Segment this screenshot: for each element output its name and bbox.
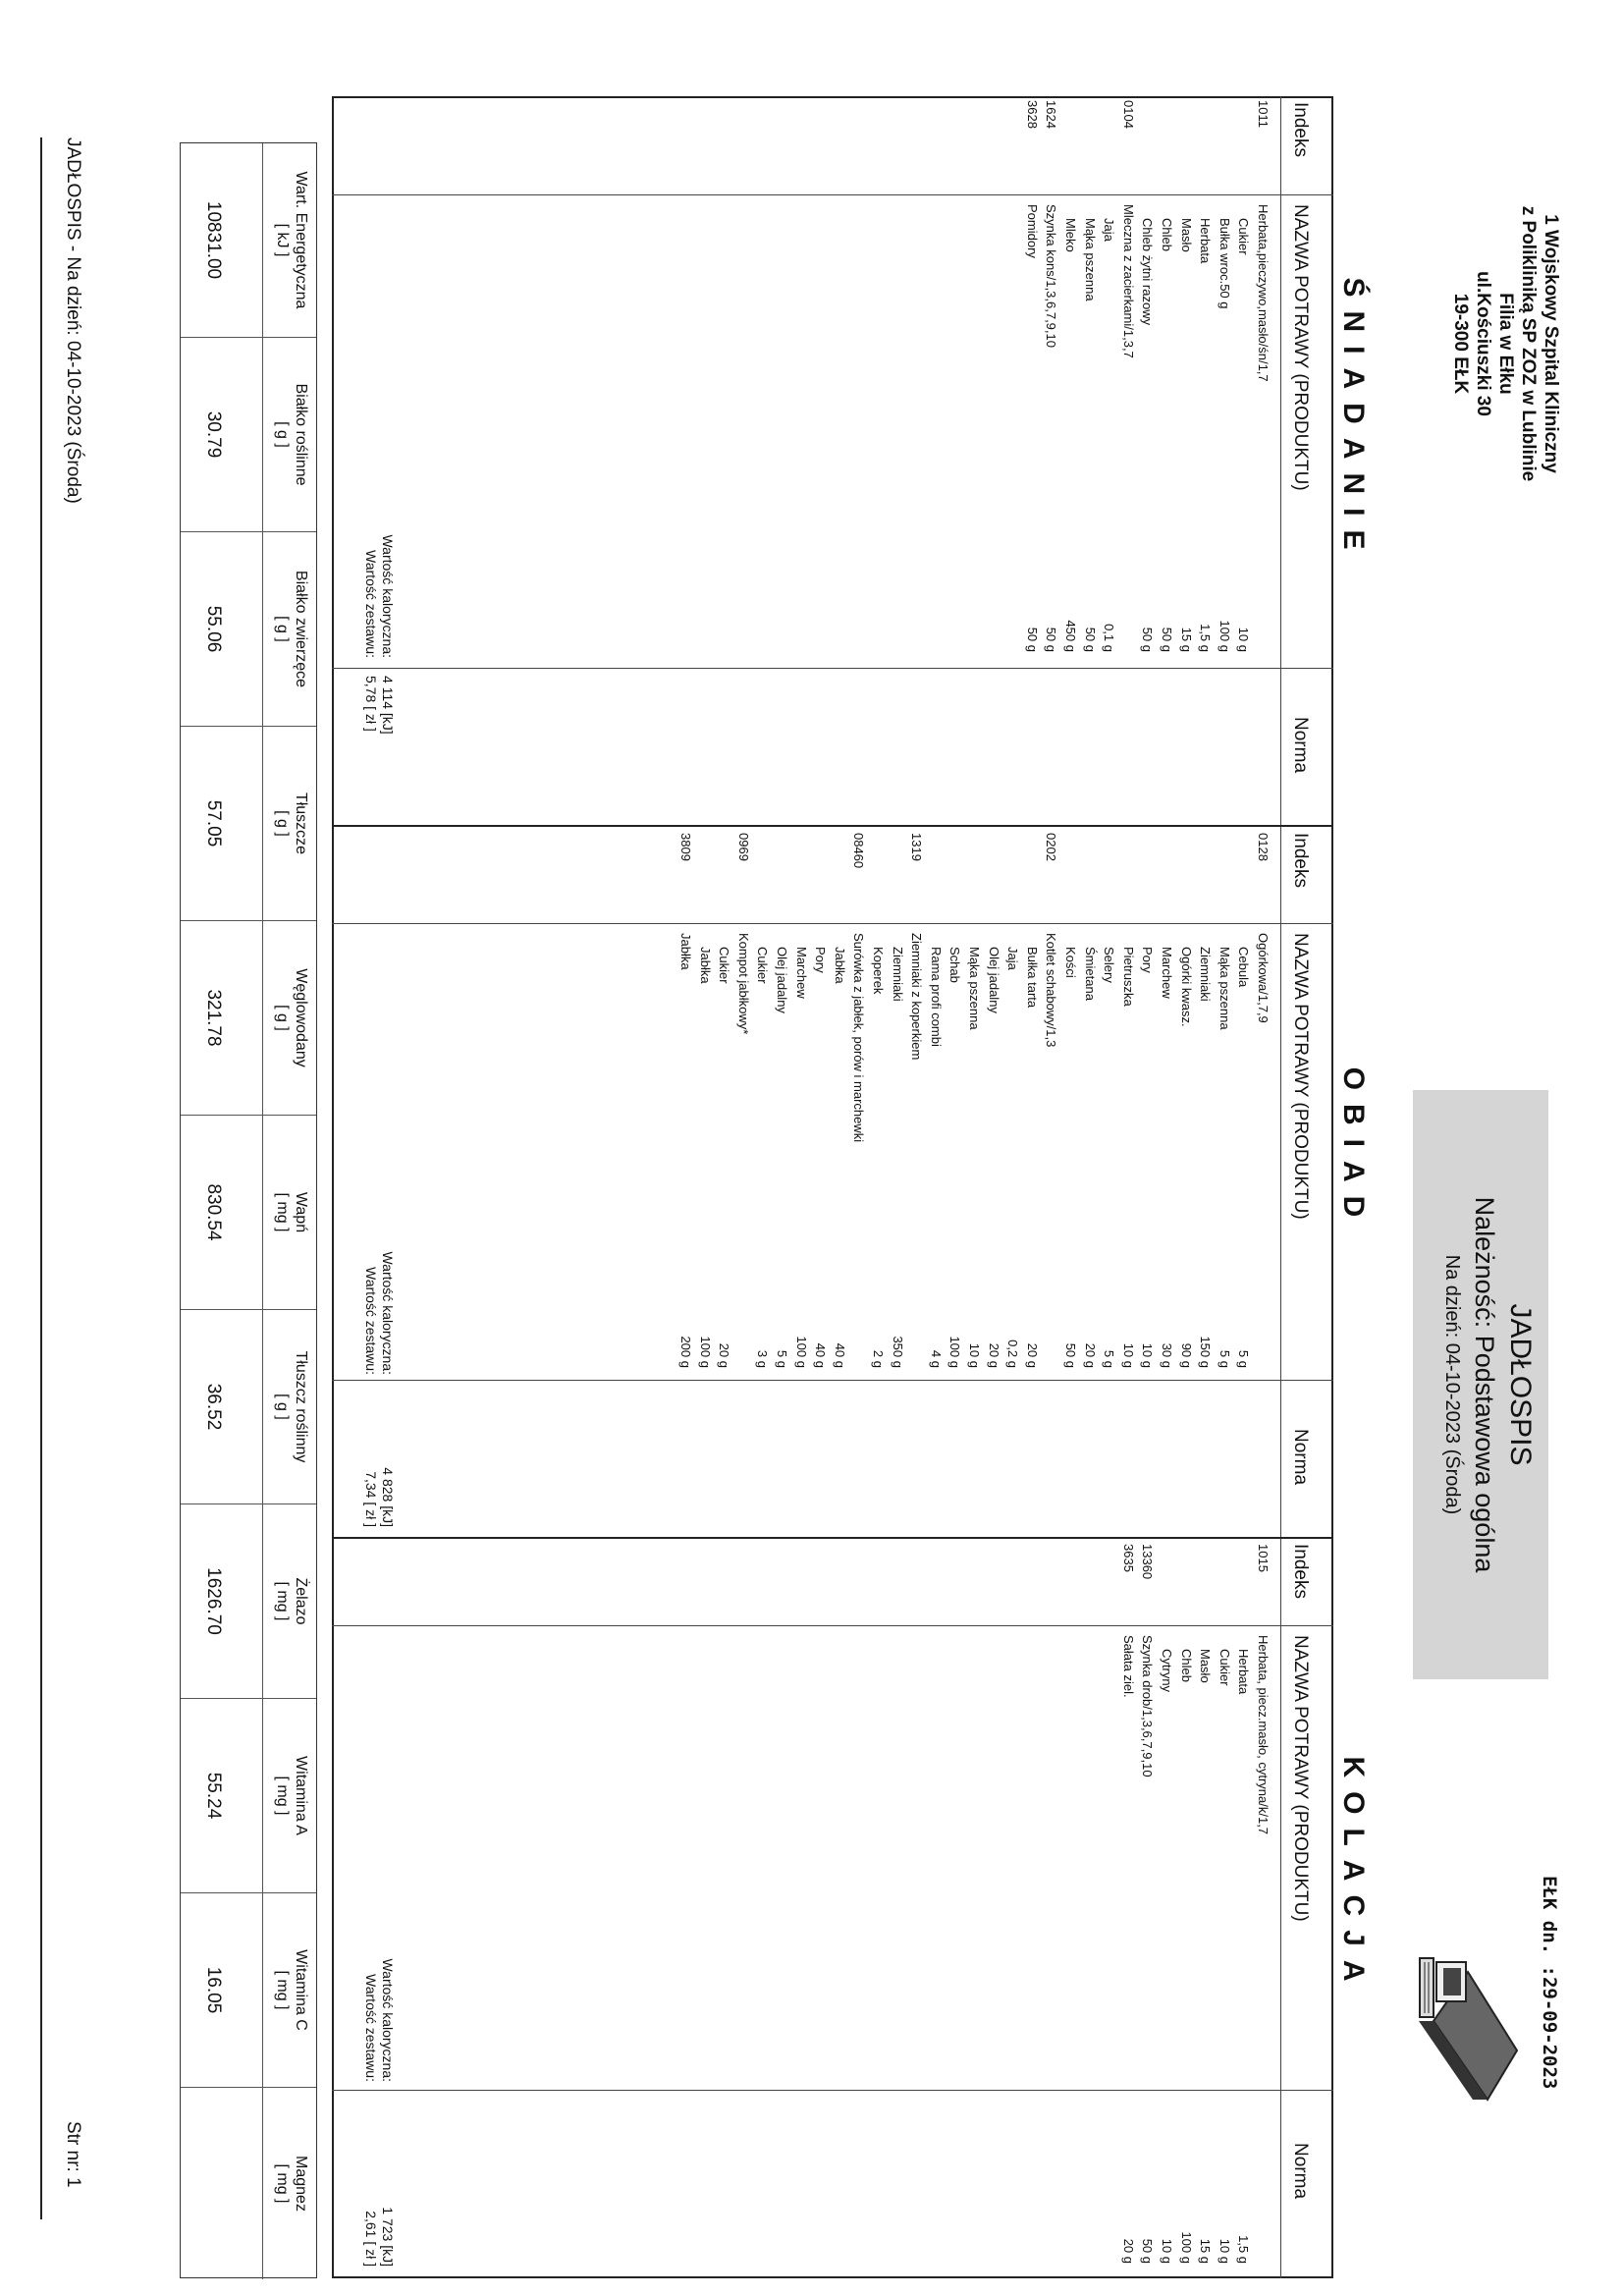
ingredient-name: Ziemniaki [1198, 947, 1214, 1002]
row-index: 0202 [1044, 833, 1059, 861]
kcal-value: 1 723 [kJ] [380, 2207, 396, 2267]
row-norm: 3 g [755, 1349, 771, 1368]
ingredient-name: Cukier [1217, 1649, 1232, 1686]
ingredient-name: Koperek [871, 947, 886, 995]
cell-divider [262, 1310, 263, 1503]
dish-name: Sałata ziel. [1120, 1635, 1136, 1698]
lunch-name-header: NAZWA POTRAWY (PRODUKTU) [1290, 933, 1311, 1220]
ingredient-name: Masło [1198, 1649, 1214, 1683]
ingredient-name: Cukier [1236, 218, 1252, 255]
nutrient-label: Węglowodany [293, 968, 309, 1067]
dish-name: Herbata,pieczywo,masło/śn/1,7 [1256, 204, 1271, 382]
nutrient-label: Witamina C [293, 1949, 309, 2031]
nutrition-cell [181, 338, 316, 532]
dish-name: Mleczna z zacierkami/1,3,7 [1120, 204, 1136, 358]
ingredient-name: Rama profi combi [928, 947, 944, 1047]
row-norm: 50 g [1044, 627, 1059, 652]
nutrient-value: 57.05 [203, 799, 224, 847]
nutrient-value: 321.78 [203, 989, 224, 1047]
ingredient-name: Pietruszka [1120, 947, 1136, 1007]
row-index: 3628 [1024, 100, 1040, 129]
nutrient-unit: [ g ] [274, 421, 291, 448]
row-norm: 100 g [793, 1336, 809, 1368]
ingredient-name: Herbata [1236, 1649, 1252, 1695]
institution-line: 19-300 EŁK [1450, 293, 1471, 395]
dinner-summary-values [362, 2090, 396, 2267]
row-norm: 20 g [1024, 1342, 1040, 1368]
kcal-value: 4 114 [kJ] [380, 676, 396, 735]
kcal-label: Wartość kaloryczna: [380, 534, 396, 658]
column-divider [332, 668, 1333, 669]
institution-line: ul.Kościuszki 30 [1473, 271, 1493, 416]
nutrient-value: 10831.00 [203, 200, 224, 280]
computer-logo-icon [1409, 1952, 1527, 2109]
breakfast-name-header: NAZWA POTRAWY (PRODUKTU) [1290, 204, 1311, 491]
nutrient-label: Wapń [293, 1191, 309, 1233]
column-divider [332, 194, 1333, 195]
row-index: 3635 [1120, 1544, 1136, 1572]
row-norm: 10 g [1140, 1342, 1156, 1368]
kcal-value: 4 828 [kJ] [380, 1467, 396, 1527]
nutrient-label: Witamina A [293, 1756, 309, 1835]
breakfast-summary-labels [362, 324, 396, 658]
nutrition-cell [181, 921, 316, 1116]
ingredient-name: Selery [1102, 947, 1117, 983]
nutrition-table [180, 142, 317, 2278]
row-norm: 10 g [967, 1342, 982, 1368]
cost-label: Wartość zestawu: [363, 550, 379, 658]
ingredient-name: Mąka pszenna [967, 947, 982, 1030]
row-index: 1015 [1256, 1544, 1271, 1572]
nutrition-cell [181, 2088, 316, 2279]
dish-name: Ogórkowa/1,7,9 [1256, 933, 1271, 1023]
ingredient-name: Chleb żytni razowy [1140, 218, 1156, 326]
row-norm: 20 g [1120, 2238, 1136, 2264]
nutrient-value: 1626.70 [203, 1567, 224, 1635]
nutrient-unit: [ g ] [274, 1394, 291, 1420]
dish-name: Kotlet schabowy/1,3 [1044, 933, 1059, 1048]
nutrient-unit: [ g ] [274, 1005, 291, 1031]
nutrition-cell [181, 1699, 316, 1893]
row-norm: 50 g [1160, 627, 1174, 652]
nutrition-cell [181, 1116, 316, 1310]
dish-name: Ziemniaki z koperkiem [909, 933, 925, 1061]
ingredient-name: Mąka pszenna [1217, 947, 1232, 1030]
row-norm: 100 g [1217, 620, 1232, 652]
nutrient-unit: [ mg ] [274, 1581, 291, 1621]
cost-label: Wartość zestawu: [363, 1974, 379, 2082]
nutrient-value: 55.24 [203, 1772, 224, 1820]
row-norm: 4 g [928, 1349, 944, 1368]
nutrient-label: Magnez [293, 2156, 309, 2212]
row-norm: 50 g [1063, 1342, 1078, 1368]
ingredient-name: Cukier [755, 947, 771, 984]
cost-value: 7,34 [ zł ] [363, 1471, 379, 1527]
row-norm: 10 g [1120, 1342, 1136, 1368]
row-index: 0128 [1256, 833, 1271, 861]
dinner-name-header: NAZWA POTRAWY (PRODUKTU) [1290, 1635, 1311, 1922]
nutrition-cell [181, 727, 316, 921]
nutrient-label: Białko zwierzęce [293, 570, 309, 688]
ingredient-name: Chleb [1178, 1649, 1194, 1682]
ingredient-name: Jaja [1102, 218, 1117, 242]
dinner-norm-header: Norma [1290, 2143, 1311, 2200]
row-index: 13360 [1140, 1544, 1156, 1580]
dinner-index-header: Indeks [1290, 1544, 1311, 1599]
row-index: 0104 [1120, 100, 1136, 129]
nutrient-value: 55.06 [203, 605, 224, 653]
ingredient-name: Cytryny [1160, 1649, 1174, 1693]
institution-line: z Polikliniką SP ZOZ w Lublinie [1518, 205, 1539, 482]
row-norm: 15 g [1198, 2238, 1214, 2264]
nutrient-value: 30.79 [203, 410, 224, 459]
breakfast-summary-values [362, 668, 396, 793]
row-norm: 20 g [717, 1342, 732, 1368]
nutrient-unit: [ mg ] [274, 1192, 291, 1232]
ingredient-name: Kości [1063, 947, 1078, 978]
nutrient-unit: [ g ] [274, 616, 291, 642]
row-norm: 350 g [890, 1336, 905, 1368]
dinner-summary-labels [362, 1748, 396, 2082]
nutrition-cell [181, 143, 316, 338]
row-norm: 20 g [986, 1342, 1001, 1368]
ingredient-name: Pory [1140, 947, 1156, 973]
lunch-index-header: Indeks [1290, 833, 1311, 888]
row-norm: 200 g [678, 1336, 693, 1368]
header-row-divider [1280, 96, 1281, 2278]
row-norm: 90 g [1178, 1342, 1194, 1368]
nutrient-value: 36.52 [203, 1383, 224, 1431]
ingredient-name: Chleb [1160, 218, 1174, 251]
title-box [1413, 1090, 1548, 1679]
row-norm: 15 g [1178, 627, 1194, 652]
row-norm: 1,5 g [1236, 2235, 1252, 2264]
institution-header [1449, 137, 1562, 550]
cell-divider [262, 532, 263, 726]
dish-name: Herbata, piecz.masło, cytryna/k/1,7 [1256, 1635, 1271, 1835]
row-norm: 50 g [1082, 627, 1098, 652]
ingredient-name: Bułka wroc.50 g [1217, 218, 1232, 309]
row-norm: 5 g [1102, 1349, 1117, 1368]
document-title: JADŁOSPIS [1504, 1303, 1537, 1466]
row-norm: 0,2 g [1005, 1339, 1021, 1368]
nutrient-label: Tłuszcz roślinny [293, 1350, 309, 1463]
column-divider [332, 1625, 1333, 1626]
row-norm: 100 g [947, 1336, 963, 1368]
dish-name: Kompot jabłkowy* [735, 933, 751, 1035]
section-divider [332, 1537, 1333, 1539]
footer-left: JADŁOSPIS - Na dzień: 04-10-2023 (Środa) [63, 137, 83, 504]
lunch-summary-values [362, 1380, 396, 1527]
nutrient-unit: [ mg ] [274, 1776, 291, 1816]
nutrient-unit: [ kJ ] [274, 223, 291, 257]
dish-name: Szynka drob/1,3,6,7,9,10 [1140, 1635, 1156, 1777]
row-norm: 40 g [813, 1342, 829, 1368]
ingredient-name: Jabłka [697, 947, 713, 984]
breakfast-index-header: Indeks [1290, 102, 1311, 157]
nutrient-unit: [ mg ] [274, 2163, 291, 2204]
institution-line: 1 Wojskowy Szpital Kliniczny [1541, 214, 1561, 473]
dish-name: Pomidory [1024, 204, 1040, 258]
row-norm: 450 g [1063, 620, 1078, 652]
ingredient-name: Masło [1178, 218, 1194, 252]
row-norm: 150 g [1198, 1336, 1214, 1368]
row-norm: 1,5 g [1198, 624, 1214, 652]
cell-divider [262, 727, 263, 920]
ingredient-name: Śmietana [1082, 947, 1098, 1001]
row-norm: 50 g [1140, 2238, 1156, 2264]
cell-divider [262, 338, 263, 531]
nutrient-label: Białko roślinne [293, 383, 309, 486]
column-divider [332, 2090, 1333, 2091]
nutrient-label: Tłuszcze [293, 792, 309, 855]
row-norm: 10 g [1160, 2238, 1174, 2264]
lunch-norm-header: Norma [1290, 1429, 1311, 1486]
column-divider [332, 1380, 1333, 1381]
row-norm: 50 g [1140, 627, 1156, 652]
ingredient-name: Cukier [717, 947, 732, 984]
row-index: 3809 [678, 833, 693, 861]
row-norm: 0,1 g [1102, 624, 1117, 652]
dish-name: Surówka z jabłek, porów i marchewki [851, 933, 867, 1143]
cell-divider [262, 1116, 263, 1309]
row-index: 0969 [735, 833, 751, 861]
cell-divider [262, 1893, 263, 2087]
ingredient-name: Pory [813, 947, 829, 973]
menu-table-frame [332, 96, 1333, 2278]
document-date: Na dzień: 04-10-2023 (Środa) [1441, 1254, 1463, 1515]
kcal-label: Wartość kaloryczna: [380, 1251, 396, 1375]
nutrition-cell [181, 532, 316, 727]
dish-name: Szynka kons/1,3,6,7,9,10 [1044, 204, 1059, 348]
nutrient-unit: [ mg ] [274, 1970, 291, 2010]
kcal-label: Wartość kaloryczna: [380, 1958, 396, 2082]
dish-name: Jabłka [678, 933, 693, 970]
ingredient-name: Jaja [1005, 947, 1021, 970]
ingredient-name: Ziemniaki [890, 947, 905, 1002]
nutrition-cell [181, 1893, 316, 2088]
nutrient-label: Wart. Energetyczna [293, 171, 309, 309]
row-norm: 10 g [1217, 2238, 1232, 2264]
institution-line: Filia w Ełku [1495, 293, 1516, 395]
nutrition-cell [181, 1310, 316, 1504]
page-number: Str nr: 1 [63, 2121, 83, 2188]
breakfast-title: ŚNIADANIE [1337, 277, 1370, 564]
row-norm: 5 g [1217, 1349, 1232, 1368]
nutrient-unit: [ g ] [274, 810, 291, 837]
cell-divider [262, 2088, 263, 2279]
place-date: EŁK dn. :29-09-2023 [1539, 1876, 1560, 2090]
nutrient-value: 16.05 [203, 1966, 224, 2014]
nutrient-label: Żelazo [293, 1577, 309, 1625]
ingredient-name: Jabłka [832, 947, 847, 984]
row-norm: 2 g [871, 1349, 886, 1368]
cost-value: 2,61 [ zł ] [363, 2211, 379, 2267]
ingredient-name: Herbata [1198, 218, 1214, 264]
ingredient-name: Marchew [793, 947, 809, 999]
dinner-title: KOLACJA [1337, 1756, 1370, 1995]
cell-divider [262, 143, 263, 337]
row-norm: 100 g [697, 1336, 713, 1368]
ingredient-name: Mąka pszenna [1082, 218, 1098, 301]
cell-divider [262, 1504, 263, 1698]
row-norm: 10 g [1236, 627, 1252, 652]
lunch-title: OBIAD [1337, 1066, 1370, 1231]
row-index: 08460 [851, 833, 867, 869]
lunch-summary-labels [362, 1041, 396, 1375]
ingredient-name: Cebula [1236, 947, 1252, 988]
row-norm: 5 g [1236, 1349, 1252, 1368]
ingredient-name: Schab [947, 947, 963, 983]
footer-rule [40, 137, 42, 2219]
cell-divider [262, 1699, 263, 1892]
ingredient-name: Mleko [1063, 218, 1078, 252]
ingredient-name: Bułka tarta [1024, 947, 1040, 1009]
breakfast-norm-header: Norma [1290, 717, 1311, 774]
nutrient-value: 830.54 [203, 1183, 224, 1241]
section-divider [332, 825, 1333, 827]
column-divider [332, 923, 1333, 924]
row-norm: 100 g [1178, 2231, 1194, 2264]
nutrition-cell [181, 1504, 316, 1699]
ingredient-name: Marchew [1160, 947, 1174, 999]
cost-value: 5,78 [ zł ] [363, 676, 379, 732]
row-norm: 5 g [775, 1349, 789, 1368]
row-index: 1319 [909, 833, 925, 861]
row-norm: 50 g [1024, 627, 1040, 652]
ingredient-name: Ogórki kwasz. [1178, 947, 1194, 1027]
document-subtitle: Należność: Podstawowa ogólna [1470, 1196, 1499, 1573]
row-index: 1011 [1256, 100, 1271, 128]
row-norm: 30 g [1160, 1342, 1174, 1368]
ingredient-name: Olej jadalny [775, 947, 789, 1013]
cell-divider [262, 921, 263, 1115]
row-norm: 40 g [832, 1342, 847, 1368]
row-norm: 20 g [1082, 1342, 1098, 1368]
row-index: 1624 [1044, 100, 1059, 129]
ingredient-name: Olej jadalny [986, 947, 1001, 1013]
cost-label: Wartość zestawu: [363, 1267, 379, 1375]
